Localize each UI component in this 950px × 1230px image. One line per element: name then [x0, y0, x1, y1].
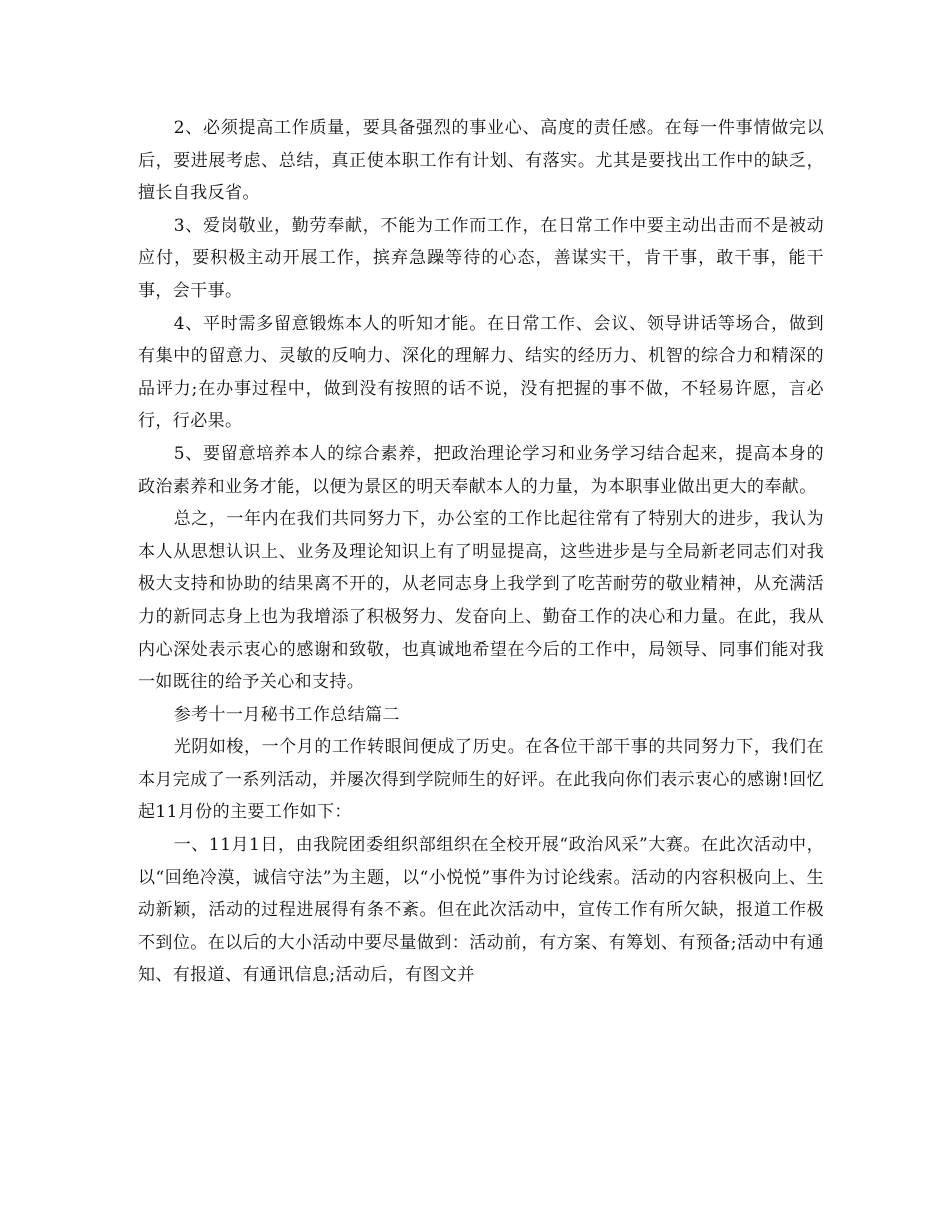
document-page — [138, 112, 824, 992]
paragraph-item-2: 2、必须提高工作质量，要具备强烈的事业心、高度的责任感。在每一件事情做完以后，要进展考虑、总结，真正使本职工作有计划、有落实。尤其是要找出工作中的缺乏，擅长自我反省。 — [138, 118, 824, 204]
paragraph-item-4: 4、平时需多留意锻炼本人的听知才能。在日常工作、会议、领导讲话等场合，做到有集中的留意力、灵敏的反响力、深化的理解力、结实的经历力、机智的综合力和精深的品评力;在办事过程中，做到没有按照的话不说，没有把握的事不做，不轻易许愿，言必行，行必果。 — [138, 313, 824, 432]
summary-paragraph: 总之，一年内在我们共同努力下，办公室的工作比起往常有了特别大的进步，我认为本人从思想认识上、业务及理论知识上有了明显提高，这些进步是与全局新老同志们对我极大支持和协助的结果离不开的，从老同志身上我学到了吃苦耐劳的敬业精神，从充满活力的新同志身上也为我增添了积极努力、发奋向上、勤奋工作的决心和力量。在此，我从内心深处表示衷心的感谢和致敬，也真诚地希望在今后的工作中，局领导、同事们能对我一如既往的给予关心和支持。 — [138, 509, 824, 693]
section-heading: 参考十一月秘书工作总结篇二 — [173, 704, 400, 725]
intro-paragraph: 光阴如梭，一个月的工作转眼间便成了历史。在各位干部干事的共同努力下，我们在本月完成了一系列活动，并屡次得到学院师生的好评。在此我向你们表示衷心的感谢!回忆起11月份的主要工作如下： — [138, 737, 824, 823]
work-item-1: 一、11月1日，由我院团委组织部组织在全校开展“政治风采”大赛。在此次活动中，以“回绝冷漠，诚信守法”为主题，以“小悦悦”事件为讨论线索。活动的内容积极向上、生动新颖，活动的过程进展得有条不紊。但在此次活动中，宣传工作有所欠缺，报道工作极不到位。在以后的大小活动中要尽量做到：活动前，有方案、有筹划、有预备;活动中有通知、有报道、有通讯信息;活动后，有图文并 — [138, 835, 824, 986]
paragraph-item-3: 3、爱岗敬业，勤劳奉献，不能为工作而工作，在日常工作中要主动出击而不是被动应付，要积极主动开展工作，摈弃急躁等待的心态，善谋实干，肯干事，敢干事，能干事，会干事。 — [138, 215, 824, 301]
paragraph-item-5: 5、要留意培养本人的综合素养，把政治理论学习和业务学习结合起来，提高本身的政治素养和业务才能，以便为景区的明天奉献本人的力量，为本职事业做出更大的奉献。 — [138, 443, 824, 497]
